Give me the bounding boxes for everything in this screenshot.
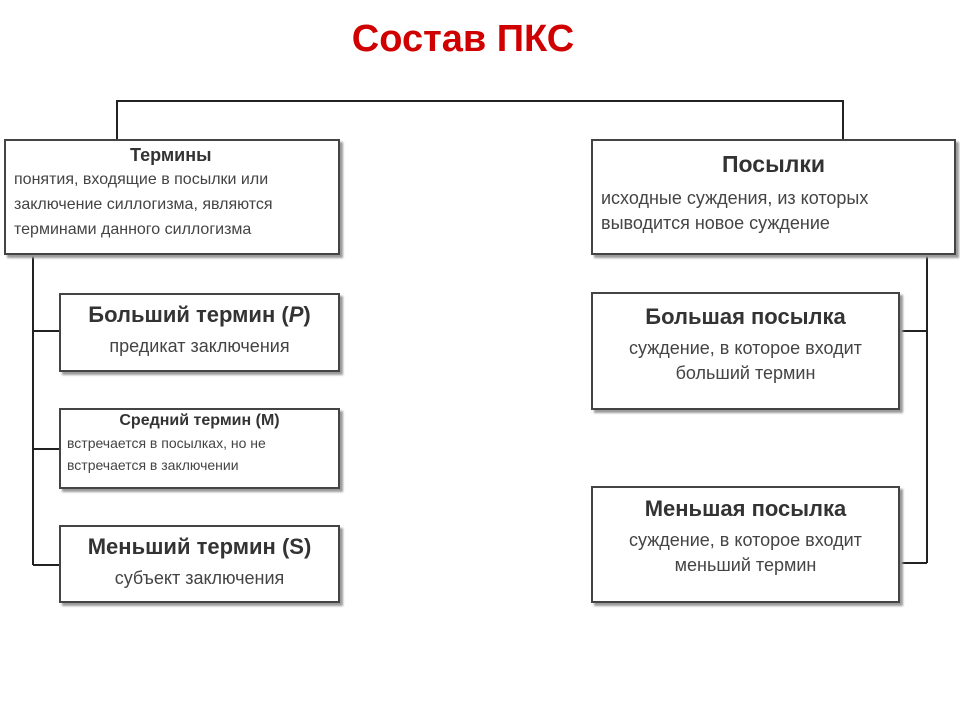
minor-term-description: субъект заключения: [114, 568, 285, 588]
major-premise-heading: Большая посылка: [645, 304, 846, 329]
major-premise-desc-line: суждение, в которое входит: [629, 338, 862, 358]
minor-premise-desc-line: суждение, в которое входит: [629, 530, 862, 550]
middle-term-box: [59, 408, 340, 489]
terms-desc-line: заключение силлогизма, являются: [14, 195, 273, 213]
middle-term-desc-line: встречается в посылках, но не: [67, 435, 266, 451]
premises-desc-line: исходные суждения, из которых: [601, 188, 869, 208]
page-title: Состав ПКС: [351, 18, 575, 60]
premises-box: [591, 139, 956, 255]
terms-box: [4, 139, 340, 255]
major-premise-desc-line: больший термин: [675, 363, 816, 384]
middle-term-desc-line: встречается в заключении: [67, 457, 239, 474]
minor-term-heading: Меньший термин (S): [87, 534, 312, 559]
premises-heading: Посылки: [722, 151, 825, 177]
major-premise-description: [593, 336, 898, 386]
terms-heading: Термины: [130, 145, 212, 165]
minor-premise-desc-line: меньший термин: [674, 555, 817, 576]
terms-description: [14, 168, 330, 242]
minor-premise-description: [593, 528, 898, 578]
top-bracket-line: [117, 101, 843, 139]
major-term-heading-prefix: Больший термин (: [88, 302, 289, 327]
minor-premise-heading: Меньшая посылка: [644, 496, 847, 521]
major-premise-box: [591, 292, 900, 410]
premises-desc-line: выводится новое суждение: [601, 213, 830, 234]
minor-term-box: [59, 525, 340, 603]
middle-term-description: [67, 432, 332, 477]
terms-desc-line: понятия, входящие в посылки или: [14, 171, 269, 188]
major-term-box: [59, 293, 340, 372]
middle-term-heading: Средний термин (М): [119, 412, 280, 429]
major-term-description: предикат заключения: [109, 336, 290, 356]
premises-description: [601, 186, 946, 236]
major-term-heading-suffix: ): [303, 302, 311, 327]
major-term-heading: [61, 302, 338, 328]
minor-premise-box: [591, 486, 900, 603]
major-term-symbol: P: [288, 302, 304, 327]
terms-desc-line: терминами данного силлогизма: [14, 220, 252, 238]
